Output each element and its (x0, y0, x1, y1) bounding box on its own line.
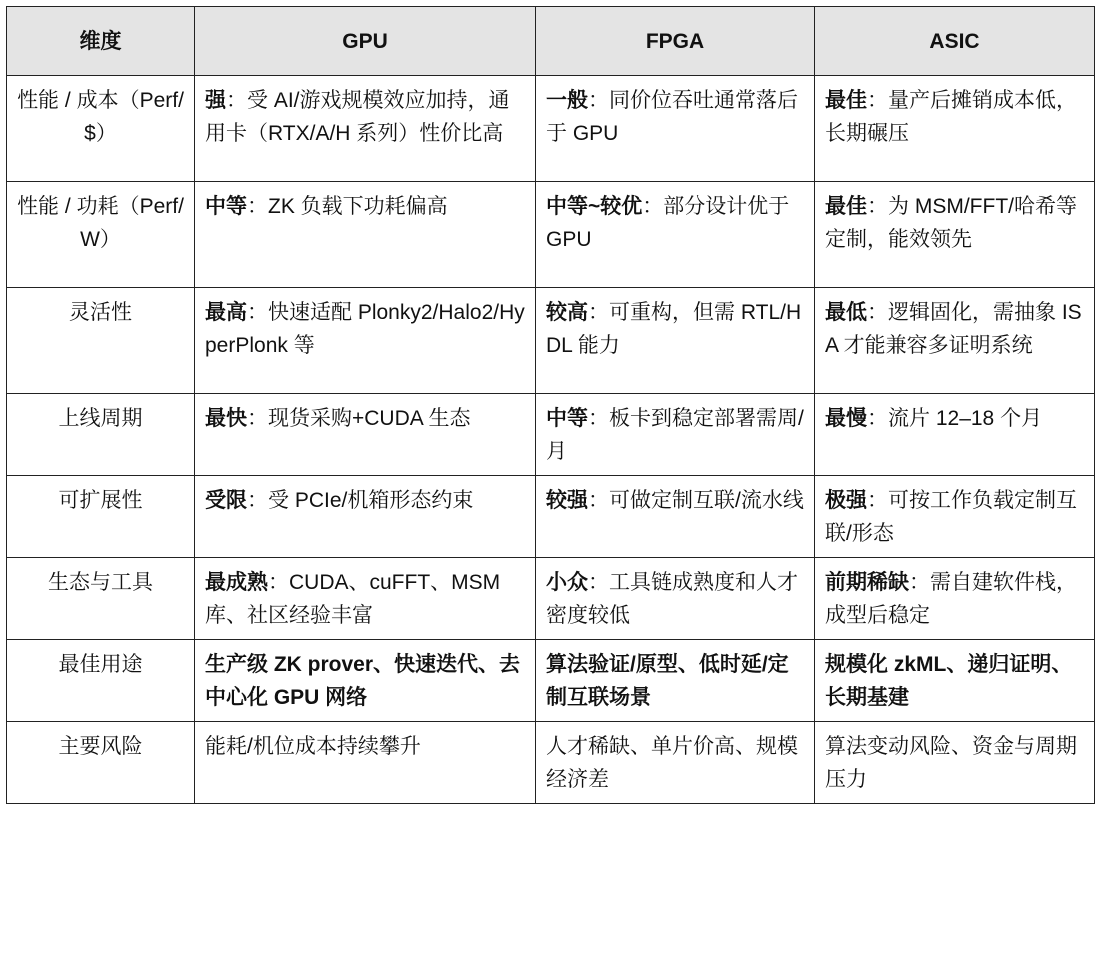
gpu-cell (195, 288, 536, 394)
cell-text: ：可按工作负载定制互联/形态 (825, 489, 1077, 545)
cell-emphasis: 算法验证/原型、低时延/定制互联场景 (546, 653, 789, 709)
dimension-cell: 生态与工具 (7, 558, 195, 640)
gpu-cell (195, 640, 536, 722)
cell-emphasis: 最高 (205, 301, 247, 324)
cell-text: ：工具链成熟度和人才密度较低 (546, 571, 798, 627)
cell-text: 算法变动风险、资金与周期压力 (825, 735, 1077, 791)
cell-emphasis: 中等 (205, 195, 247, 218)
dimension-cell: 上线周期 (7, 394, 195, 476)
cell-text: ：同价位吞吐通常落后于 GPU (546, 89, 798, 145)
cell-text: ：板卡到稳定部署需周/月 (546, 407, 804, 463)
asic-cell (815, 558, 1095, 640)
asic-cell (815, 76, 1095, 182)
cell-text: ：快速适配 Plonky2/Halo2/HyperPlonk 等 (205, 301, 525, 357)
asic-cell (815, 722, 1095, 804)
cell-emphasis: 较高 (546, 301, 588, 324)
cell-text: ：流片 12–18 个月 (867, 407, 1043, 430)
cell-emphasis: 最慢 (825, 407, 867, 430)
cell-emphasis: 中等~较优 (546, 195, 643, 218)
table-row (7, 182, 1095, 288)
cell-emphasis: 极强 (825, 489, 867, 512)
header-fpga: FPGA (536, 7, 815, 76)
cell-emphasis: 规模化 zkML、递归证明、长期基建 (825, 653, 1073, 709)
cell-emphasis: 生产级 ZK prover、快速迭代、去中心化 GPU 网络 (205, 653, 521, 709)
cell-emphasis: 最成熟 (205, 571, 268, 594)
fpga-cell (536, 722, 815, 804)
cell-emphasis: 最佳 (825, 89, 867, 112)
cell-text: ：可重构，但需 RTL/HDL 能力 (546, 301, 802, 357)
gpu-cell (195, 476, 536, 558)
table-row (7, 640, 1095, 722)
table-row (7, 394, 1095, 476)
gpu-cell (195, 394, 536, 476)
gpu-cell (195, 182, 536, 288)
cell-text: ：量产后摊销成本低，长期碾压 (825, 89, 1077, 145)
cell-text: ：需自建软件栈，成型后稳定 (825, 571, 1077, 627)
table-row (7, 288, 1095, 394)
fpga-cell (536, 182, 815, 288)
gpu-cell (195, 76, 536, 182)
dimension-cell: 最佳用途 (7, 640, 195, 722)
cell-text: 能耗/机位成本持续攀升 (205, 735, 421, 758)
cell-emphasis: 较强 (546, 489, 588, 512)
cell-text: ：受 AI/游戏规模效应加持，通用卡（RTX/A/H 系列）性价比高 (205, 89, 510, 145)
asic-cell (815, 640, 1095, 722)
cell-emphasis: 一般 (546, 89, 588, 112)
cell-emphasis: 最低 (825, 301, 867, 324)
fpga-cell (536, 288, 815, 394)
dimension-cell: 性能 / 成本（Perf/$） (7, 76, 195, 182)
gpu-cell (195, 722, 536, 804)
asic-cell (815, 182, 1095, 288)
fpga-cell (536, 476, 815, 558)
dimension-cell: 主要风险 (7, 722, 195, 804)
asic-cell (815, 476, 1095, 558)
cell-text: ：部分设计优于 GPU (546, 195, 790, 251)
cell-emphasis: 中等 (546, 407, 588, 430)
comparison-table (6, 6, 1095, 804)
cell-text: ：CUDA、cuFFT、MSM 库、社区经验丰富 (205, 571, 501, 627)
table-row (7, 722, 1095, 804)
cell-text: ：为 MSM/FFT/哈希等定制，能效领先 (825, 195, 1077, 251)
dimension-cell: 可扩展性 (7, 476, 195, 558)
asic-cell (815, 394, 1095, 476)
asic-cell (815, 288, 1095, 394)
cell-text: ：ZK 负载下功耗偏高 (247, 195, 448, 218)
dimension-cell: 灵活性 (7, 288, 195, 394)
table-row (7, 76, 1095, 182)
dimension-cell: 性能 / 功耗（Perf/W） (7, 182, 195, 288)
cell-emphasis: 小众 (546, 571, 588, 594)
header-row (7, 7, 1095, 76)
fpga-cell (536, 76, 815, 182)
header-dimension: 维度 (7, 7, 195, 76)
cell-emphasis: 最佳 (825, 195, 867, 218)
table-row (7, 476, 1095, 558)
cell-text: ：可做定制互联/流水线 (588, 489, 804, 512)
cell-emphasis: 强 (205, 89, 226, 112)
fpga-cell (536, 558, 815, 640)
fpga-cell (536, 640, 815, 722)
cell-text: ：现货采购+CUDA 生态 (247, 407, 471, 430)
cell-text: ：逻辑固化，需抽象 ISA 才能兼容多证明系统 (825, 301, 1082, 357)
fpga-cell (536, 394, 815, 476)
cell-emphasis: 受限 (205, 489, 247, 512)
gpu-cell (195, 558, 536, 640)
cell-text: 人才稀缺、单片价高、规模经济差 (546, 735, 798, 791)
header-gpu: GPU (195, 7, 536, 76)
header-asic: ASIC (815, 7, 1095, 76)
cell-text: ：受 PCIe/机箱形态约束 (247, 489, 474, 512)
cell-emphasis: 前期稀缺 (825, 571, 909, 594)
table-row (7, 558, 1095, 640)
cell-emphasis: 最快 (205, 407, 247, 430)
